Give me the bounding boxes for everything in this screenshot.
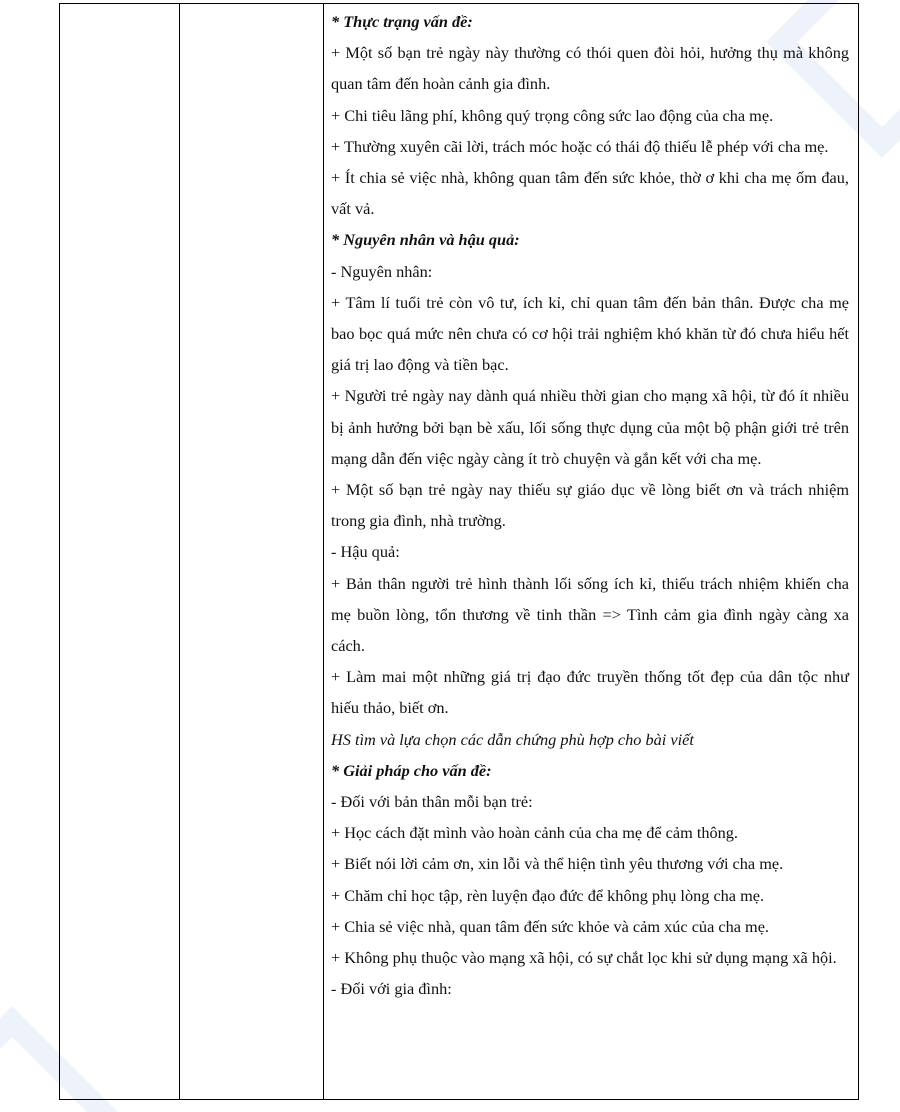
content-text-block	[324, 4, 858, 1005]
section-heading-solutions: * Giải pháp cho vấn đề:	[331, 760, 492, 780]
paragraph: - Hậu quả:	[331, 542, 400, 562]
paragraph: + Người trẻ ngày nay dành quá nhiều thời gian cho mạng xã hội, từ đó ít nhiều bị ảnh hưởng bởi bạn bè xấu, lối sống thực dụng của một bộ phận giới trẻ trên mạng dẫn đến việc ngày càng ít trò chuyện và gắn kết với cha mẹ.	[331, 386, 849, 468]
instruction-note: HS tìm và lựa chọn các dẫn chứng phù hợp cho bài viết	[331, 729, 694, 749]
paragraph: + Làm mai một những giá trị đạo đức truyền thống tốt đẹp của dân tộc như hiếu thảo, biết ơn.	[331, 667, 849, 718]
paragraph: - Nguyên nhân:	[331, 261, 433, 281]
paragraph: + Học cách đặt mình vào hoàn cảnh của cha mẹ để cảm thông.	[331, 823, 739, 843]
paragraph: + Chi tiêu lãng phí, không quý trọng công sức lao động của cha mẹ.	[331, 105, 774, 125]
paragraph: + Ít chia sẻ việc nhà, không quan tâm đến sức khỏe, thờ ơ khi cha mẹ ốm đau, vất vả.	[331, 168, 849, 219]
table-cell-empty-2	[180, 4, 324, 1100]
paragraph: + Thường xuyên cãi lời, trách móc hoặc có thái độ thiếu lễ phép với cha mẹ.	[331, 136, 829, 156]
paragraph: + Tâm lí tuổi trẻ còn vô tư, ích kỉ, chỉ quan tâm đến bản thân. Được cha mẹ bao bọc quá mức nên chưa có cơ hội trải nghiệm khó khăn từ đó chưa hiểu hết giá trị lao động và tiền bạc.	[331, 292, 849, 375]
document-table	[59, 3, 859, 1100]
paragraph: + Không phụ thuộc vào mạng xã hội, có sự chắt lọc khi sử dụng mạng xã hội.	[331, 948, 837, 968]
paragraph: - Đối với bản thân mỗi bạn trẻ:	[331, 792, 533, 812]
paragraph: + Chia sẻ việc nhà, quan tâm đến sức khỏe và cảm xúc của cha mẹ.	[331, 916, 769, 936]
table-row	[60, 4, 859, 1100]
table-cell-content	[324, 4, 859, 1100]
paragraph: + Bản thân người trẻ hình thành lối sống ích kỉ, thiếu trách nhiệm khiến cha mẹ buồn lòng, tổn thương về tinh thần => Tình cảm gia đình ngày càng xa cách.	[331, 573, 849, 656]
section-heading-situation: * Thực trạng vấn đề:	[331, 12, 473, 31]
table-cell-empty-1	[60, 4, 180, 1100]
paragraph: + Một số bạn trẻ ngày này thường có thói quen đòi hỏi, hưởng thụ mà không quan tâm đến hoàn cảnh gia đình.	[331, 43, 849, 94]
paragraph: + Một số bạn trẻ ngày nay thiếu sự giáo dục về lòng biết ơn và trách nhiệm trong gia đình, nhà trường.	[331, 480, 849, 531]
paragraph: + Biết nói lời cảm ơn, xin lỗi và thể hiện tình yêu thương với cha mẹ.	[331, 854, 784, 874]
paragraph: + Chăm chỉ học tập, rèn luyện đạo đức để không phụ lòng cha mẹ.	[331, 885, 765, 905]
paragraph: - Đối với gia đình:	[331, 979, 452, 999]
section-heading-causes: * Nguyên nhân và hậu quả:	[331, 230, 520, 250]
